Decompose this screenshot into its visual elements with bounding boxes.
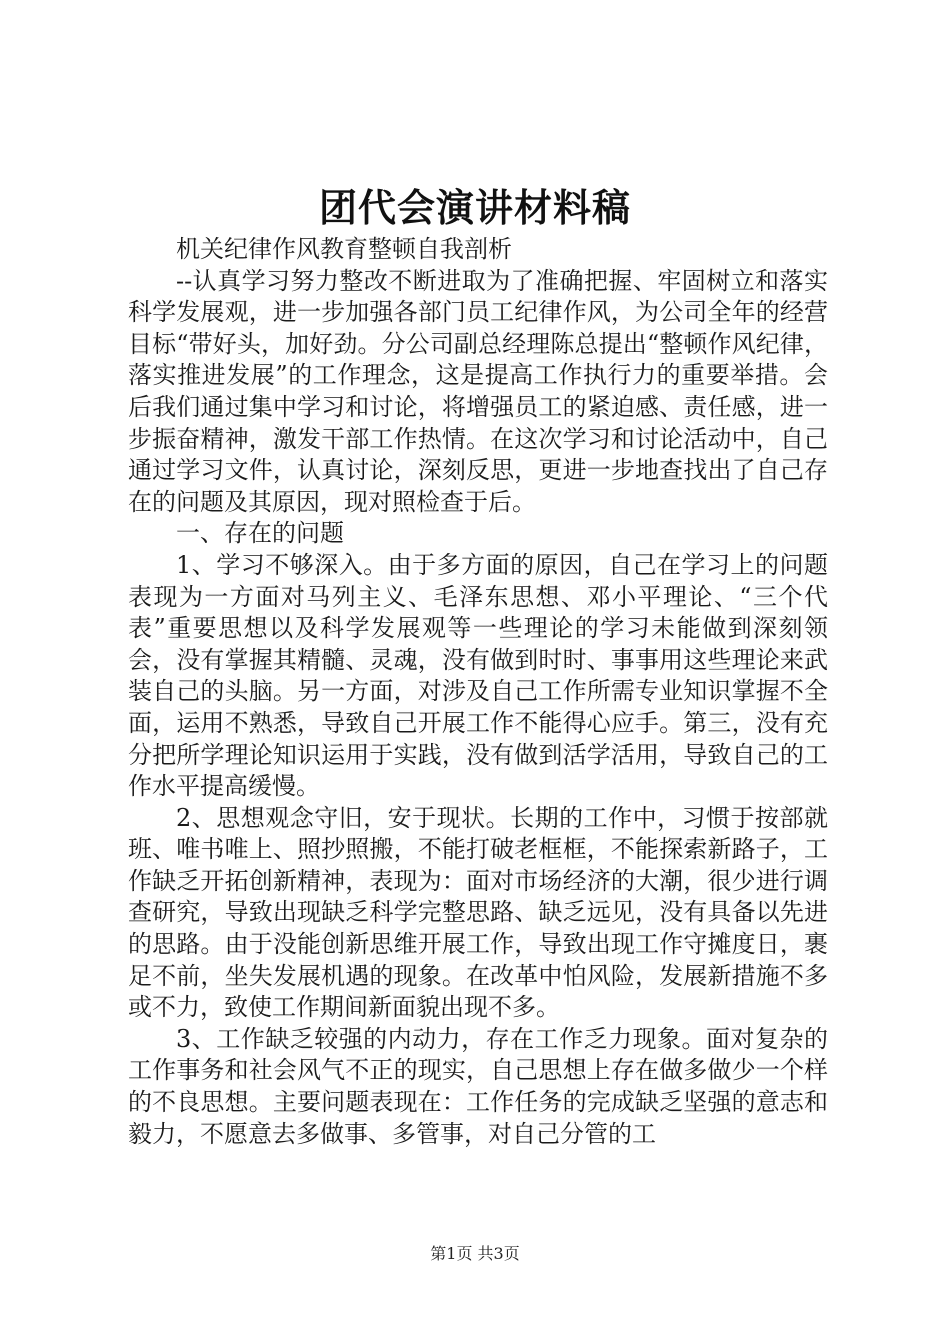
paragraph-item-2: 2、思想观念守旧，安于现状。长期的工作中，习惯于按部就班、唯书唯上、照抄照搬，不能打破老框框，不能探索新路子，工作缺乏开拓创新精神，表现为：面对市场经济的大潮，很少进行调查研究，导致出现缺乏科学完整思路、缺乏远见，没有具备以先进的思路。由于没能创新思维开展工作，导致出现工作守摊度日，裹足不前，坐失发展机遇的现象。在改革中怕风险，发展新措施不多或不力，致使工作期间新面貌出现不多。 — [128, 803, 828, 1022]
page-footer: 第1页 共3页 — [430, 1244, 520, 1263]
section-heading: 一、存在的问题 — [176, 519, 344, 548]
document-title: 团代会演讲材料稿 — [318, 185, 631, 230]
paragraph-subtitle: 机关纪律作风教育整顿自我剖析 — [176, 235, 512, 263]
document-body — [128, 234, 828, 1150]
paragraph-item-3: 3、工作缺乏较强的内动力，存在工作乏力现象。面对复杂的工作事务和社会风气不正的现实，自己思想上存在做多做少一个样的不良思想。主要问题表现在：工作任务的完成缺乏坚强的意志和毅力，不愿意去多做事、多管事，对自己分管的工 — [128, 1024, 828, 1148]
paragraph-intro: --认真学习努力整改不断进取为了准确把握、牢固树立和落实科学发展观，进一步加强各部门员工纪律作风，为公司全年的经营目标“带好头，加好劲。分公司副总经理陈总提出“整顿作风纪律，落实推进发展”的工作理念，这是提高工作执行力的重要举措。会后我们通过集中学习和讨论，将增强员工的紧迫感、责任感，进一步振奋精神，激发干部工作热情。在这次学习和讨论活动中，自己通过学习文件，认真讨论，深刻反思，更进一步地查找出了自己存在的问题及其原因，现对照检查于后。 — [128, 266, 828, 516]
paragraph-item-1: 1、学习不够深入。由于多方面的原因，自己在学习上的问题表现为一方面对马列主义、毛泽东思想、邓小平理论、“三个代表”重要思想以及科学发展观等一些理论的学习未能做到深刻领会，没有掌握其精髓、灵魂，没有做到时时、事事用这些理论来武装自己的头脑。另一方面，对涉及自己工作所需专业知识掌握不全面，运用不熟悉，导致自己开展工作不能得心应手。第三，没有充分把所学理论知识运用于实践，没有做到活学活用，导致自己的工作水平提高缓慢。 — [128, 550, 828, 801]
